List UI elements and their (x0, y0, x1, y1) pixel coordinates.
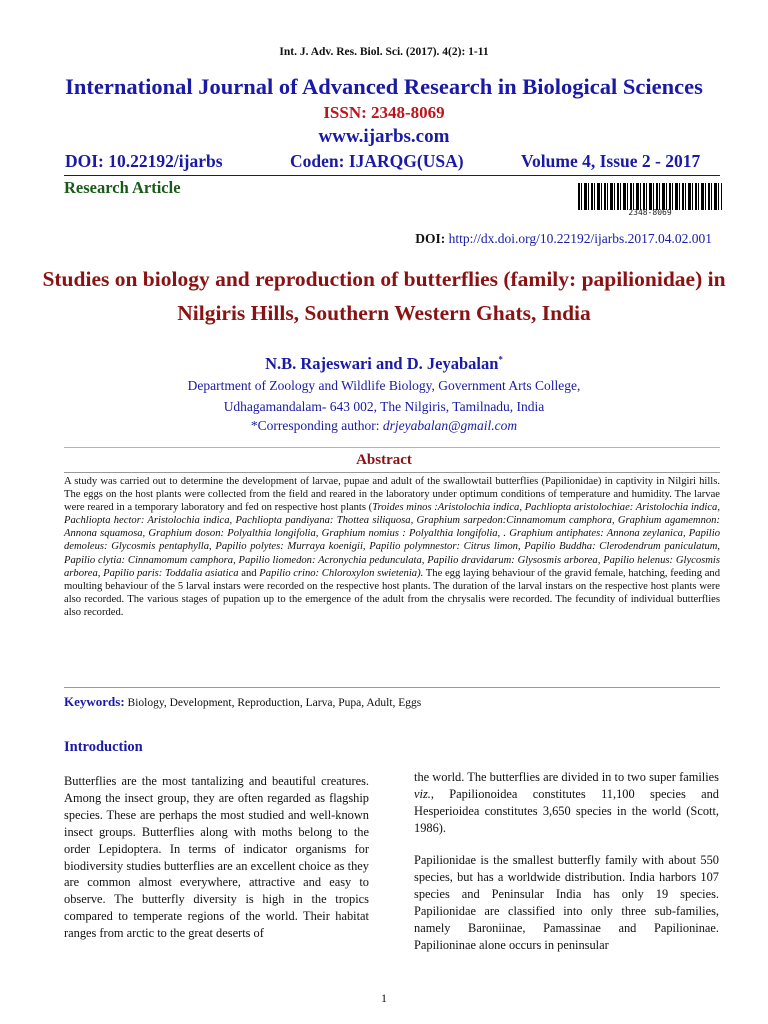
authors (0, 354, 768, 374)
keywords-label: Keywords: (64, 694, 125, 709)
corresponding-label: *Corresponding author: (250, 418, 380, 433)
issn-barcode (578, 183, 722, 217)
doi-link[interactable]: http://dx.doi.org/10.22192/ijarbs.2017.04.02.001 (448, 231, 712, 246)
volume-issue: Volume 4, Issue 2 - 2017 (521, 151, 701, 171)
abstract-species-list: Troides minos :Aristolochia indica, Pachliopta aristolochiae: Aristolochia indica, Pachliopta hector: Aristolochia indica, Pachliopta pandiyana: Thottea siliquosa, Graphium sarpedon:Cinnamomum camphora, Graphium agamemnon: Annona squamosa, Graphium doson: Polyalthia longifolia, Graphium nomius : Polyalthia longifolia, . Graphium antiphates: Annona zeylanica, Papilio demoleus: Glycosmis pentaphylla, Papilio polytes: Murraya koenigii, Papilio polymnestor: Citrus limon, Papilio Buddha: Clerodendrum paniculatum, Papilio clytia: Cinnamomum camphora, Papilio liomedon: Acronychia pedunculata, Papilio dravidarum: Glysosmis arborea, Papilio helenus: Glycosmis arborea, Papilio paris: Toddalia asiatica (64, 502, 720, 579)
abstract-heading: Abstract (356, 452, 412, 468)
abstract-body (64, 475, 720, 619)
doi-label: DOI: (415, 231, 446, 246)
article-title: Studies on biology and reproduction of butterflies (family: papilionidae) in Nilgiris Hills, Southern Western Ghats, India (42, 267, 726, 325)
introduction-right-paragraph-1 (414, 769, 719, 837)
abstract-species-last: Papilio crino: Chloroxylon swietenia). (259, 567, 424, 579)
corresponding-mark: * (498, 354, 503, 365)
barcode-icon (578, 183, 722, 210)
abstract-and: and (238, 567, 260, 579)
header-divider (64, 175, 720, 176)
article-doi (415, 231, 712, 247)
introduction-left-column: Butterflies are the most tantalizing and beautiful creatures. Among the insect group, they are often regarded as flagship species. These are perhaps the most studied and well-known insect groups. Butterflies along with moths belong to the order Lepidoptera. In terms of indicator organisms for biodiversity studies butterflies are an excellent choice as they are common almost everywhere, attractive and easy to observe. The butterfly diversity is high in the tropics compared to temperate regions of the world. Their habitat ranges from arctic to the great deserts of (64, 774, 369, 941)
right-p1-before: the world. The butterflies are divided in to two super families (414, 770, 719, 784)
affiliation-line-1: Department of Zoology and Wildlife Biology, Government Arts College, (187, 378, 581, 393)
right-p1-after: , Papilionoidea constitutes 11,100 species and Hesperioidea constitutes 3,650 species in the world (Scott, 1986). (414, 786, 719, 835)
coden: Coden: IJARQG(USA) (290, 151, 464, 171)
journal-citation: Int. J. Adv. Res. Biol. Sci. (2017). 4(2): 1-11 (279, 46, 489, 58)
barcode-number: 2348-8069 (628, 208, 672, 217)
page-number: 1 (381, 991, 387, 1005)
affiliation-line-2: Udhagamandalam- 643 002, The Nilgiris, Tamilnadu, India (223, 399, 545, 414)
issn: ISSN: 2348-8069 (323, 103, 445, 122)
author-names: N.B. Rajeswari and D. Jeyabalan (265, 354, 499, 373)
journal-name: International Journal of Advanced Research in Biological Sciences (65, 74, 703, 99)
abstract-bottom-divider (64, 687, 720, 688)
article-type: Research Article (64, 178, 181, 197)
corresponding-author (0, 418, 768, 434)
journal-website-link[interactable]: www.ijarbs.com (318, 126, 450, 147)
abstract-top-divider (64, 447, 720, 448)
abstract-conclusion: The egg laying behaviour of the gravid female, hatching, feeding and moulting behaviour of the 5 larval instars were recorded on the respective host plants. The duration of the larval instars on the respective host plants were also recorded. The various stages of pupation up to the emergence of the adult from the chrysalis were recorded. The fecundity of individual butterflies also recorded. (64, 567, 720, 618)
journal-doi: DOI: 10.22192/ijarbs (65, 151, 223, 171)
abstract-heading-divider (64, 472, 720, 473)
email-link[interactable]: drjeyabalan@gmail.com (382, 418, 518, 433)
introduction-heading: Introduction (64, 739, 143, 755)
introduction-right-paragraph-2: Papilionidae is the smallest butterfly family with about 550 species, but has a worldwide distribution. India harbors 107 species and Peninsular India has only 19 species. Papilionidae are classified into only three sub-families, namely Baroniinae, Pamassinae and Papilioninae. Papilioninae alone occurs in peninsular (414, 853, 719, 952)
keywords-list: Biology, Development, Reproduction, Larva, Pupa, Adult, Eggs (124, 697, 422, 709)
right-p1-viz: viz. (414, 786, 431, 801)
abstract-intro: A study was carried out to determine the development of larvae, pupae and adult of the swallowtail butterflies (Papilionidae) in captivity in Nilgiri hills. The eggs on the host plants were collected from the field and reared in the laboratory under optimum conditions of temperature and humidity. The larvae were reared in a temporary laboratory and fed on respective host plants ( (64, 476, 720, 514)
keywords (64, 694, 421, 710)
